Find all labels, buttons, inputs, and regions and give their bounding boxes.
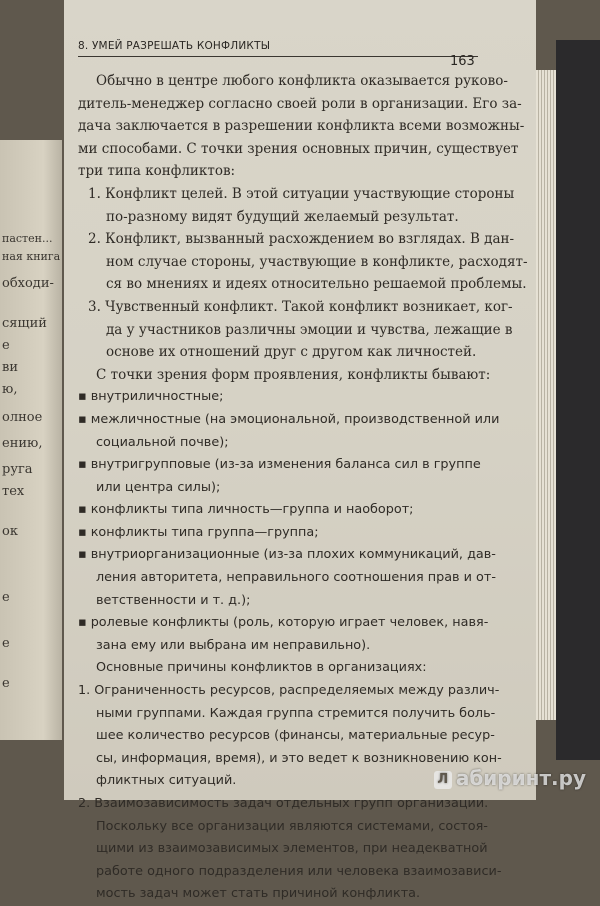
left-fragment: олное xyxy=(2,410,43,425)
list-item: 2. Взаимозависимость задач отдельных групп организации. xyxy=(78,796,489,811)
text-line: мость задач может стать причиной конфликта. xyxy=(96,886,421,902)
left-fragment: е xyxy=(2,676,10,691)
text-line: дитель-менеджер согласно своей роли в организации. Его за- xyxy=(78,95,522,112)
left-fragment: ная книга xyxy=(2,250,61,263)
bullet-item: ▪ конфликты типа группа—группа; xyxy=(78,522,488,545)
text-line: работе одного подразделения или человека взаимозависи- xyxy=(96,863,502,879)
page-number: 163 xyxy=(450,54,475,69)
text-line: сы, информация, время), и это ведет к возникновению кон- xyxy=(96,750,502,766)
text-line: щими из взаимозависимых элементов, при неадекватной xyxy=(96,841,488,857)
left-fragment: е xyxy=(2,338,10,353)
previous-page-edge xyxy=(0,140,62,740)
header-rule xyxy=(78,56,478,57)
watermark-text: абиринт.ру xyxy=(455,766,586,790)
bullet-item: ▪ внутригрупповые (из-за изменения баланса сил в группе xyxy=(78,454,488,477)
text-line: Основные причины конфликтов в организациях: xyxy=(96,660,427,676)
left-fragment: тех xyxy=(2,484,25,499)
left-fragment: е xyxy=(2,636,10,651)
left-fragment: ю, xyxy=(2,382,18,397)
running-header: 8. УМЕЙ РАЗРЕШАТЬ КОНФЛИКТЫ xyxy=(78,40,271,52)
list-item: 3. Чувственный конфликт. Такой конфликт возникает, ког- xyxy=(88,298,513,315)
left-fragment: е xyxy=(2,590,10,605)
list-item: 2. Конфликт, вызванный расхождением во взглядах. В дан- xyxy=(88,231,515,248)
text-line: ся во мнениях и идеях относительно решаемой проблемы. xyxy=(106,276,527,293)
labirint-watermark xyxy=(434,766,586,790)
text-line: да у участников различны эмоции и чувства, лежащие в xyxy=(106,321,513,338)
text-line: ления авторитета, неправильного соотношения прав и от- xyxy=(96,570,496,586)
book-cover xyxy=(556,40,600,760)
left-fragment: ок xyxy=(2,524,18,539)
text-line: зана ему или выбрана им неправильно). xyxy=(96,637,371,653)
text-line: Обычно в центре любого конфликта оказывается руково- xyxy=(96,73,508,89)
bullet-item: ▪ конфликты типа личность—группа и наоборот; xyxy=(78,499,488,522)
text-line: ветственности и т. д.); xyxy=(96,592,251,608)
labirint-logo-icon: Л xyxy=(434,771,452,789)
text-line: шее количество ресурсов (финансы, материальные ресур- xyxy=(96,728,495,744)
left-fragment: пастен... xyxy=(2,232,53,245)
left-fragment: обходи- xyxy=(2,276,54,291)
list-item: 1. Конфликт целей. В этой ситуации участвующие стороны xyxy=(88,185,515,202)
page-edges xyxy=(536,70,556,720)
bullet-item: ▪ внутриорганизационные (из-за плохих коммуникаций, дав- xyxy=(78,544,488,567)
left-fragment: руга xyxy=(2,462,33,477)
bullet-item: ▪ внутриличностные; xyxy=(78,386,488,409)
left-fragment: ви xyxy=(2,360,18,375)
left-fragment: сящий xyxy=(2,316,47,331)
text-line: основе их отношений друг с другом как личностей. xyxy=(106,344,477,361)
bullet-item: ▪ ролевые конфликты (роль, которую играет человек, навя- xyxy=(78,612,488,635)
text-line: социальной почве); xyxy=(96,434,229,450)
text-line: дача заключается в разрешении конфликта всеми возможны- xyxy=(78,118,525,135)
bullet-item: ▪ межличностные (на эмоциональной, производственной или xyxy=(78,409,488,432)
text-line: ными группами. Каждая группа стремится получить боль- xyxy=(96,705,496,721)
text-line: или центра силы); xyxy=(96,479,221,495)
text-line: Поскольку все организации являются системами, состоя- xyxy=(96,818,488,834)
text-line: три типа конфликтов: xyxy=(78,163,236,180)
text-line: ном случае стороны, участвующие в конфликте, расходят- xyxy=(106,253,528,270)
left-fragment: ению, xyxy=(2,436,43,451)
list-item: 1. Ограниченность ресурсов, распределяемых между различ- xyxy=(78,683,500,699)
text-line: по-разному видят будущий желаемый результат. xyxy=(106,208,459,225)
text-line: фликтных ситуаций. xyxy=(96,773,237,789)
text-line: ми способами. С точки зрения основных причин, существует xyxy=(78,140,519,157)
text-line: С точки зрения форм проявления, конфликты бывают: xyxy=(96,366,491,383)
